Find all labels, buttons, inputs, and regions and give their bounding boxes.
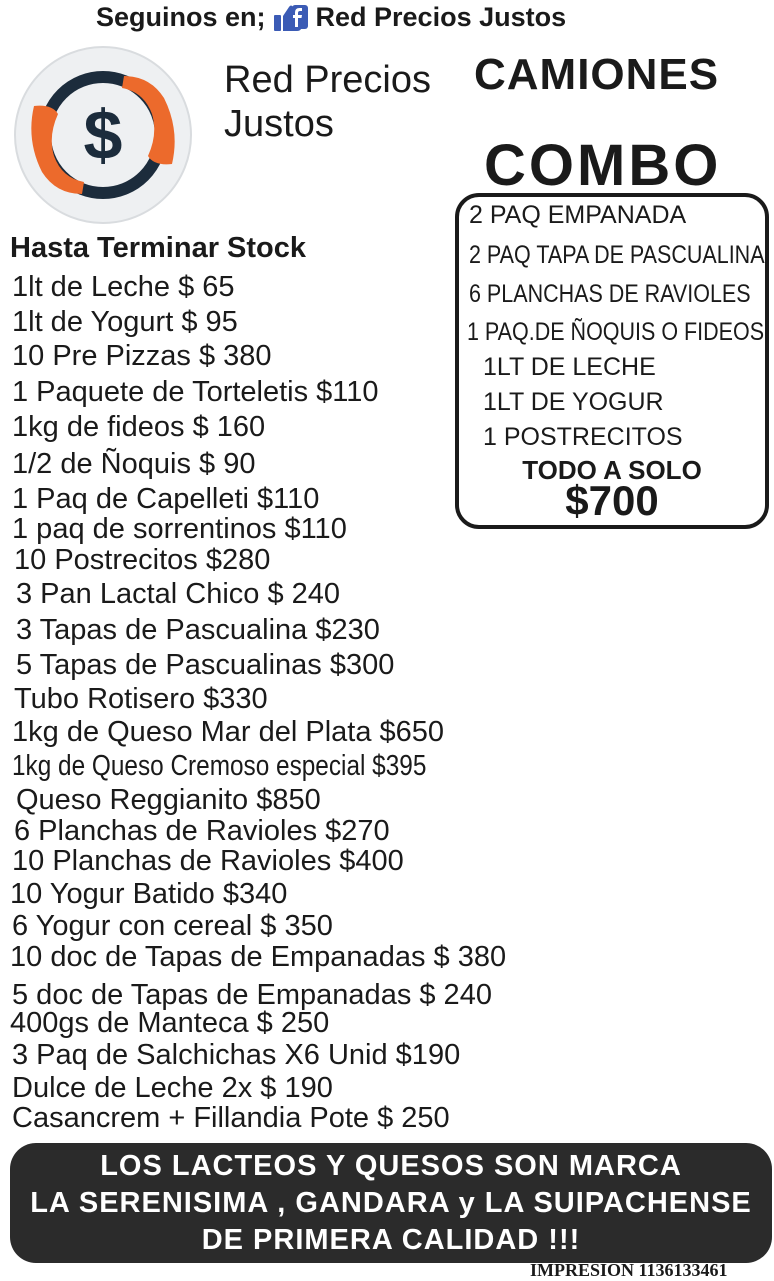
price-item: 6 Planchas de Ravioles $270 bbox=[14, 815, 390, 847]
price-item: 10 Planchas de Ravioles $400 bbox=[12, 845, 404, 877]
price-item: Dulce de Leche 2x $ 190 bbox=[12, 1072, 333, 1104]
combo-item: 1LT DE LECHE bbox=[483, 353, 656, 381]
price-item: 3 Tapas de Pascualina $230 bbox=[16, 614, 380, 646]
price-item: 1kg de Queso Mar del Plata $650 bbox=[12, 716, 445, 748]
price-item: 5 Tapas de Pascualinas $300 bbox=[16, 649, 395, 681]
combo-item: 2 PAQ EMPANADA bbox=[469, 201, 687, 229]
combo-total-price: $700 bbox=[565, 477, 659, 524]
promo-title-camiones: CAMIONES bbox=[474, 50, 720, 99]
combo-item: 6 PLANCHAS DE RAVIOLES bbox=[469, 280, 751, 308]
brand-name: Red Precios Justos bbox=[224, 59, 431, 145]
banner-line: LA SERENISIMA , GANDARA y LA SUIPACHENSE bbox=[30, 1187, 752, 1219]
price-item: Casancrem + Fillandia Pote $ 250 bbox=[12, 1102, 450, 1134]
stock-title: Hasta Terminar Stock bbox=[10, 232, 307, 264]
price-item: 1 paq de sorrentinos $110 bbox=[12, 513, 347, 545]
price-item: 400gs de Manteca $ 250 bbox=[10, 1007, 330, 1039]
price-item: 10 Pre Pizzas $ 380 bbox=[12, 340, 272, 372]
banner-line: LOS LACTEOS Y QUESOS SON MARCA bbox=[100, 1150, 682, 1182]
price-item: 1lt de Leche $ 65 bbox=[12, 271, 235, 303]
facebook-like-icon bbox=[272, 3, 310, 33]
price-item: 1 Paquete de Torteletis $110 bbox=[12, 376, 379, 408]
price-item: 6 Yogur con cereal $ 350 bbox=[12, 910, 333, 942]
follow-text: Seguinos en; bbox=[96, 2, 266, 32]
price-item: 1kg de fideos $ 160 bbox=[12, 411, 266, 443]
combo-item: 1LT DE YOGUR bbox=[483, 388, 664, 416]
combo-item: 1 PAQ.DE ÑOQUIS O FIDEOS bbox=[467, 318, 765, 346]
combo-box bbox=[455, 193, 769, 529]
combo-total-label: TODO A SOLO bbox=[522, 455, 702, 485]
combo-item: 2 PAQ TAPA DE PASCUALINA bbox=[469, 241, 765, 269]
price-item: 3 Paq de Salchichas X6 Unid $190 bbox=[12, 1039, 461, 1071]
dollar-hands-icon bbox=[12, 44, 194, 226]
price-item: 5 doc de Tapas de Empanadas $ 240 bbox=[12, 979, 492, 1011]
combo-item: 1 POSTRECITOS bbox=[483, 423, 683, 451]
price-item: 1/2 de Ñoquis $ 90 bbox=[12, 448, 256, 480]
price-item: 10 doc de Tapas de Empanadas $ 380 bbox=[10, 941, 507, 973]
print-credit: IMPRESION 1136133461 bbox=[530, 1260, 728, 1280]
price-item: Queso Reggianito $850 bbox=[16, 784, 321, 816]
banner-line: DE PRIMERA CALIDAD !!! bbox=[201, 1224, 581, 1256]
price-item: Tubo Rotisero $330 bbox=[14, 683, 268, 715]
svg-text:$: $ bbox=[83, 96, 123, 174]
follow-header bbox=[96, 2, 566, 33]
price-item: 3 Pan Lactal Chico $ 240 bbox=[16, 578, 341, 610]
price-item: 1 Paq de Capelleti $110 bbox=[12, 483, 320, 515]
quality-banner bbox=[10, 1143, 772, 1263]
price-item: 10 Postrecitos $280 bbox=[14, 544, 271, 576]
promo-title-combo: COMBO bbox=[484, 133, 722, 198]
follow-name: Red Precios Justos bbox=[315, 2, 567, 32]
price-item: 10 Yogur Batido $340 bbox=[10, 878, 288, 910]
price-item: 1kg de Queso Cremoso especial $395 bbox=[12, 750, 427, 782]
price-item: 1lt de Yogurt $ 95 bbox=[12, 306, 238, 338]
